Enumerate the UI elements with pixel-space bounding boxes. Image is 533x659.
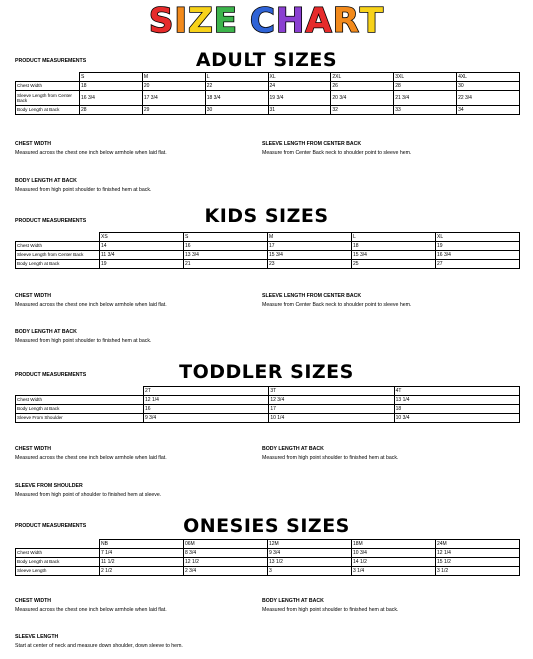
row-label: Chest Width [16,549,100,558]
title-letter: S [148,1,175,41]
table-cell: 20 3/4 [331,91,394,106]
note-text: Measured from high point shoulder to finished hem at back. [15,187,152,193]
table-header-row [16,540,520,549]
table-cell: 28 [394,82,457,91]
size-header: 18M [352,540,436,549]
table-cell: 14 1/2 [352,558,436,567]
size-header: 2T [144,387,269,396]
note-text: Measured from high point shoulder to finished hem at back. [262,455,399,461]
table-cell: 19 [436,242,520,251]
note-text: Measured from high point of shoulder to finished hem at sleeve. [15,492,162,498]
toddler-product-measurements-label: PRODUCT MEASUREMENTS [15,372,87,378]
table-cell: 22 [205,82,268,91]
table-cell: 22 3/4 [457,91,520,106]
size-chart-title [0,1,533,41]
table-cell: 3 [268,567,352,576]
table-cell: 13 3/4 [184,251,268,260]
table-cell: 29 [142,106,205,115]
note-heading: SLEEVE FROM SHOULDER [15,483,83,489]
row-label: Chest Width [16,396,144,405]
note-chest-width [15,446,167,461]
note-sleeve-length [15,634,183,649]
note-text: Measured across the chest one inch below armhole when laid flat. [15,302,167,308]
table-cell: 30 [457,82,520,91]
title-letter: I [174,1,189,41]
table-cell: 9 3/4 [144,414,269,423]
table-cell: 10 3/4 [352,549,436,558]
row-label: Body Length at Back [16,405,144,414]
size-header: L [352,233,436,242]
table-cell: 19 3/4 [268,91,331,106]
note-chest-width [15,293,167,308]
table-cell: 18 [394,405,519,414]
table-cell: 16 [184,242,268,251]
size-header: M [142,73,205,82]
table-cell: 21 3/4 [394,91,457,106]
table-cell: 17 [269,405,394,414]
table-cell: 11 1/2 [100,558,184,567]
adult-product-measurements-label: PRODUCT MEASUREMENTS [15,58,87,64]
note-text: Measure from Center Back neck to shoulder point to sleeve hem. [262,302,412,308]
table-cell: 18 [80,82,143,91]
note-body-length [262,446,398,461]
note-heading: CHEST WIDTH [15,141,52,147]
table-cell: 17 [268,242,352,251]
size-header: XL [268,73,331,82]
table-cell: 15 3/4 [352,251,436,260]
table-cell: 23 [268,260,352,269]
size-header: 06M [184,540,268,549]
size-header: 2XL [331,73,394,82]
table-header-row [16,387,520,396]
table-row [16,549,520,558]
size-header: 3T [269,387,394,396]
kids-sizes-heading: KIDS SIZES [204,205,329,227]
note-heading: CHEST WIDTH [15,293,52,299]
table-cell: 13 1/4 [394,396,519,405]
table-cell: 15 1/2 [436,558,520,567]
note-sleeve-from-shoulder [15,483,161,498]
row-label: Body Length at Back [16,558,100,567]
table-cell: 7 1/4 [100,549,184,558]
note-text: Measure from Center Back neck to shoulder point to sleeve hem. [262,150,412,156]
table-cell: 18 [352,242,436,251]
note-heading: SLEEVE LENGTH FROM CENTER BACK [262,141,362,147]
row-label: Chest Width [16,82,80,91]
table-cell: 26 [331,82,394,91]
row-label: Body Length at Back [16,106,80,115]
onesies-sizes-heading: ONESIES SIZES [183,515,350,537]
table-row [16,567,520,576]
note-heading: CHEST WIDTH [15,446,52,452]
size-header: 12M [268,540,352,549]
table-cell: 28 [80,106,143,115]
size-header: 4T [394,387,519,396]
table-cell: 2 1/2 [100,567,184,576]
table-row [16,82,520,91]
note-heading: BODY LENGTH AT BACK [15,329,77,335]
table-row [16,396,520,405]
table-row [16,251,520,260]
adult-sizes-heading: ADULT SIZES [195,49,338,71]
note-heading: CHEST WIDTH [15,598,52,604]
table-cell: 25 [352,260,436,269]
adult-size-table [15,72,520,115]
size-header: M [268,233,352,242]
title-letter: E [213,1,238,41]
size-header: S [80,73,143,82]
title-letter: H [275,1,306,41]
table-cell: 15 3/4 [268,251,352,260]
table-cell: 9 3/4 [268,549,352,558]
size-header: 3XL [394,73,457,82]
table-cell: 33 [394,106,457,115]
note-heading: SLEEVE LENGTH FROM CENTER BACK [262,293,362,299]
row-label: Body Length at Back [16,260,100,269]
kids-size-table [15,232,520,269]
note-text: Measured from high point shoulder to finished hem at back. [262,607,399,613]
table-cell: 27 [436,260,520,269]
toddler-sizes-heading: TODDLER SIZES [179,361,354,383]
table-cell: 13 1/2 [268,558,352,567]
title-letter: A [305,1,333,41]
size-header: 24M [436,540,520,549]
table-row [16,558,520,567]
table-cell: 16 [144,405,269,414]
table-cell: 17 3/4 [142,91,205,106]
note-heading: BODY LENGTH AT BACK [15,178,77,184]
row-label: Sleeve Length from Center Back [16,91,80,106]
table-row [16,260,520,269]
size-header: S [184,233,268,242]
size-header: XL [436,233,520,242]
table-cell: 14 [100,242,184,251]
table-cell: 34 [457,106,520,115]
size-header: 4XL [457,73,520,82]
table-row [16,106,520,115]
table-header-row [16,73,520,82]
table-cell: 16 3/4 [80,91,143,106]
note-body-length [15,178,151,193]
title-letter: Z [188,1,214,41]
note-chest-width [15,598,167,613]
row-label: Sleeve Length from Center Back [16,251,100,260]
note-text: Measured across the chest one inch below armhole when laid flat. [15,607,167,613]
note-heading: BODY LENGTH AT BACK [262,446,324,452]
note-sleeve-length [262,293,411,308]
note-body-length [15,329,151,344]
table-cell: 16 3/4 [436,251,520,260]
size-header: XS [100,233,184,242]
table-header-row [16,233,520,242]
table-cell: 18 3/4 [205,91,268,106]
note-text: Measured across the chest one inch below armhole when laid flat. [15,150,167,156]
note-text: Start at center of neck and measure down shoulder, down sleeve to hem. [15,643,183,649]
row-label: Sleeve From Shoulder [16,414,144,423]
onesies-size-table [15,539,520,576]
table-cell: 10 3/4 [394,414,519,423]
title-letter: T [359,1,385,41]
table-cell: 30 [205,106,268,115]
table-cell: 32 [331,106,394,115]
title-letter: C [249,1,276,41]
toddler-size-table [15,386,520,423]
table-cell: 20 [142,82,205,91]
note-sleeve-length [262,141,411,156]
table-cell: 10 1/4 [269,414,394,423]
note-body-length [262,598,398,613]
table-cell: 24 [268,82,331,91]
table-cell: 12 1/4 [436,549,520,558]
row-label: Chest Width [16,242,100,251]
table-cell: 12 1/2 [184,558,268,567]
table-cell: 21 [184,260,268,269]
note-text: Measured across the chest one inch below armhole when laid flat. [15,455,167,461]
table-row [16,405,520,414]
size-header: NB [100,540,184,549]
note-heading: BODY LENGTH AT BACK [262,598,324,604]
table-cell: 8 3/4 [184,549,268,558]
table-cell: 3 1/2 [436,567,520,576]
note-text: Measured from high point shoulder to finished hem at back. [15,338,152,344]
onesies-product-measurements-label: PRODUCT MEASUREMENTS [15,523,87,529]
table-cell: 19 [100,260,184,269]
title-letter: R [332,1,360,41]
table-cell: 11 3/4 [100,251,184,260]
table-row [16,91,520,106]
table-row [16,414,520,423]
table-row [16,242,520,251]
table-cell: 3 1/4 [352,567,436,576]
table-cell: 2 3/4 [184,567,268,576]
note-heading: SLEEVE LENGTH [15,634,59,640]
size-header: L [205,73,268,82]
note-chest-width [15,141,167,156]
kids-product-measurements-label: PRODUCT MEASUREMENTS [15,218,87,224]
table-cell: 31 [268,106,331,115]
table-cell: 12 3/4 [269,396,394,405]
row-label: Sleeve Length [16,567,100,576]
table-cell: 12 1/4 [144,396,269,405]
